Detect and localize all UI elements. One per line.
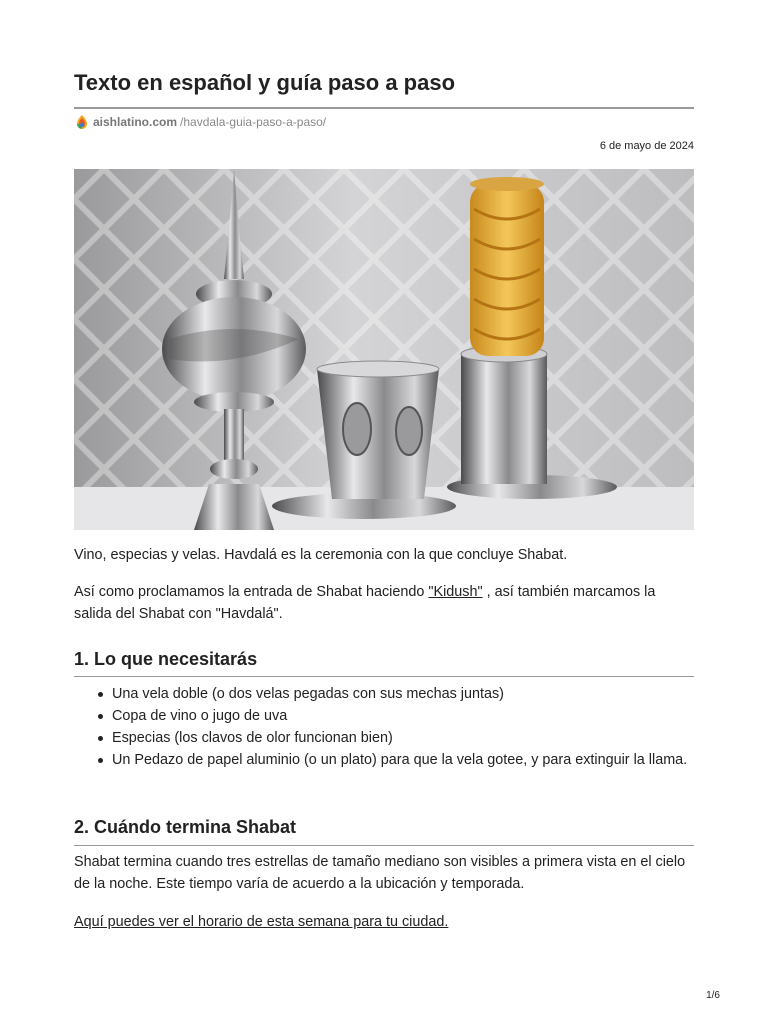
list-item: Un Pedazo de papel aluminio (o un plato) para que la vela gotee, y para extinguir la llama. [112, 749, 694, 771]
site-logo-icon [74, 114, 90, 130]
section-heading-what-you-need: 1. Lo que necesitarás [74, 649, 258, 669]
page-indicator: 1/6 [706, 990, 720, 1001]
candle-holder [461, 346, 547, 484]
image-caption: Vino, especias y velas. Havdalá es la ceremonia con la que concluye Shabat. [74, 547, 568, 563]
list-item: Especias (los clavos de olor funcionan bien) [112, 727, 694, 749]
braided-candle [470, 177, 544, 356]
source-line [74, 114, 326, 130]
kiddush-cup [317, 361, 439, 499]
source-path: /havdala-guia-paso-a-paso/ [180, 115, 327, 129]
section2-divider [74, 845, 694, 846]
kidush-link[interactable]: "Kidush" [428, 584, 483, 600]
source-domain-link[interactable]: aishlatino.com [93, 115, 178, 129]
hero-image [74, 169, 694, 530]
section-heading-when-shabbat-ends: 2. Cuándo termina Shabat [74, 817, 297, 837]
intro-paragraph: Así como proclamamos la entrada de Shabat haciendo "Kidush" , así también marcamos la salida del Shabat con "Havdalá". [74, 584, 656, 622]
weekly-schedule-link[interactable]: Aquí puedes ver el horario de esta semana para tu ciudad. [74, 914, 449, 930]
schedule-paragraph [74, 911, 694, 933]
list-item: Una vela doble (o dos velas pegadas con sus mechas juntas) [112, 683, 694, 705]
section1-divider [74, 676, 694, 677]
list-item: Copa de vino o jugo de uva [112, 705, 694, 727]
title-divider [74, 107, 694, 109]
page-title: Texto en español y guía paso a paso [74, 70, 456, 95]
section2-paragraph: Shabat termina cuando tres estrellas de tamaño mediano son visibles a primera vista en el cielo de la noche. Este tiempo varía de acuerdo a la ubicación y temporada. [74, 854, 686, 892]
publish-date: 6 de mayo de 2024 [599, 140, 694, 152]
havdalah-set-illustration [74, 169, 694, 530]
needs-list [74, 683, 694, 771]
